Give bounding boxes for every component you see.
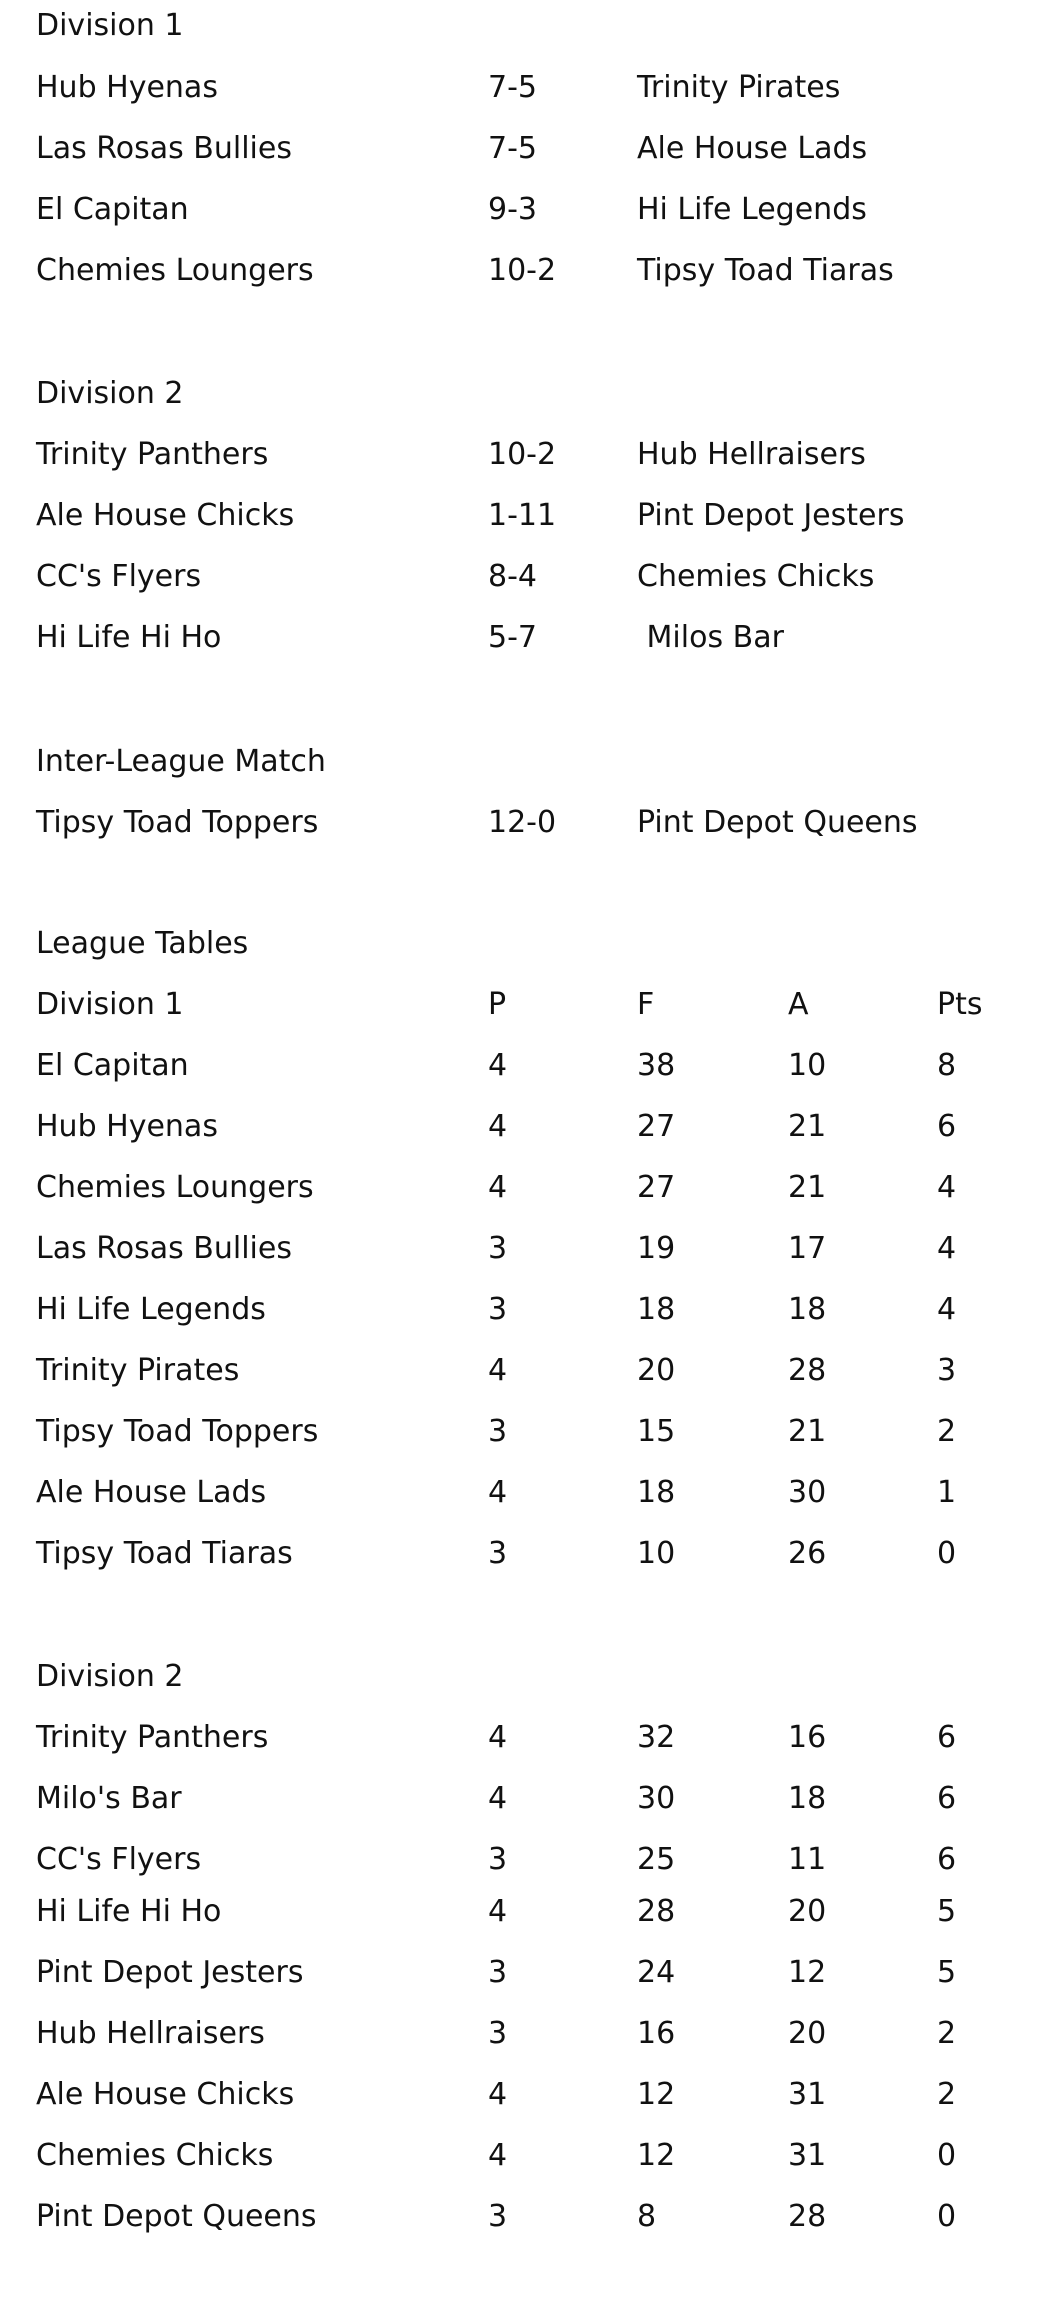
played-value: 4 xyxy=(488,1109,508,1144)
match-row xyxy=(0,249,1062,293)
home-team: Chemies Loungers xyxy=(36,253,314,288)
played-value: 3 xyxy=(488,1842,508,1877)
for-value: 25 xyxy=(637,1842,676,1877)
division-name: Division 2 xyxy=(36,1659,184,1694)
against-value: 21 xyxy=(788,1109,827,1144)
against-value: 26 xyxy=(788,1536,827,1571)
points-value: 5 xyxy=(937,1894,957,1929)
for-value: 8 xyxy=(637,2199,657,2234)
section-heading: Division 2 xyxy=(36,376,184,411)
played-value: 3 xyxy=(488,1414,508,1449)
home-team: CC's Flyers xyxy=(36,559,202,594)
team-name: Chemies Chicks xyxy=(36,2138,274,2173)
match-row xyxy=(0,66,1062,110)
points-value: 6 xyxy=(937,1720,957,1755)
points-value: 0 xyxy=(937,1536,957,1571)
table-row xyxy=(0,1471,1062,1515)
table-row xyxy=(0,1105,1062,1149)
away-team: Pint Depot Queens xyxy=(637,805,918,840)
away-team: Pint Depot Jesters xyxy=(637,498,905,533)
home-team: Hi Life Hi Ho xyxy=(36,620,222,655)
against-value: 16 xyxy=(788,1720,827,1755)
table-row xyxy=(0,1044,1062,1088)
home-team: Las Rosas Bullies xyxy=(36,131,292,166)
played-value: 3 xyxy=(488,1231,508,1266)
table-row xyxy=(0,1890,1062,1934)
for-value: 30 xyxy=(637,1781,676,1816)
match-row xyxy=(0,555,1062,599)
team-name: Milo's Bar xyxy=(36,1781,182,1816)
for-value: 15 xyxy=(637,1414,676,1449)
section-heading: League Tables xyxy=(36,926,249,961)
team-name: Ale House Chicks xyxy=(36,2077,295,2112)
away-team: Hub Hellraisers xyxy=(637,437,866,472)
points-value: 6 xyxy=(937,1781,957,1816)
team-name: Ale House Lads xyxy=(36,1475,267,1510)
for-value: 32 xyxy=(637,1720,676,1755)
against-value: 21 xyxy=(788,1170,827,1205)
column-header-for: F xyxy=(637,987,655,1022)
played-value: 3 xyxy=(488,1292,508,1327)
against-value: 20 xyxy=(788,2016,827,2051)
table-row xyxy=(0,1716,1062,1760)
for-value: 24 xyxy=(637,1955,676,1990)
home-team: Hub Hyenas xyxy=(36,70,218,105)
team-name: Hub Hellraisers xyxy=(36,2016,265,2051)
team-name: CC's Flyers xyxy=(36,1842,202,1877)
match-row xyxy=(0,188,1062,232)
match-score: 10-2 xyxy=(488,253,557,288)
table-row xyxy=(0,2195,1062,2239)
for-value: 10 xyxy=(637,1536,676,1571)
table-row xyxy=(0,1349,1062,1393)
table-row xyxy=(0,1532,1062,1576)
played-value: 4 xyxy=(488,1475,508,1510)
team-name: Hi Life Legends xyxy=(36,1292,266,1327)
team-name: Trinity Pirates xyxy=(36,1353,240,1388)
division-name: Division 1 xyxy=(36,987,184,1022)
table-row xyxy=(0,2073,1062,2117)
against-value: 18 xyxy=(788,1781,827,1816)
for-value: 18 xyxy=(637,1292,676,1327)
home-team: Trinity Panthers xyxy=(36,437,269,472)
played-value: 4 xyxy=(488,1894,508,1929)
played-value: 3 xyxy=(488,1955,508,1990)
against-value: 17 xyxy=(788,1231,827,1266)
team-name: Hi Life Hi Ho xyxy=(36,1894,222,1929)
team-name: Las Rosas Bullies xyxy=(36,1231,292,1266)
match-row xyxy=(0,616,1062,660)
against-value: 12 xyxy=(788,1955,827,1990)
played-value: 3 xyxy=(488,1536,508,1571)
played-value: 4 xyxy=(488,1170,508,1205)
match-row xyxy=(0,494,1062,538)
match-row xyxy=(0,433,1062,477)
match-score: 8-4 xyxy=(488,559,537,594)
against-value: 28 xyxy=(788,2199,827,2234)
points-value: 5 xyxy=(937,1955,957,1990)
played-value: 4 xyxy=(488,2077,508,2112)
home-team: Tipsy Toad Toppers xyxy=(36,805,319,840)
points-value: 2 xyxy=(937,2077,957,2112)
points-value: 1 xyxy=(937,1475,957,1510)
match-score: 5-7 xyxy=(488,620,537,655)
played-value: 3 xyxy=(488,2199,508,2234)
points-value: 4 xyxy=(937,1231,957,1266)
match-row xyxy=(0,801,1062,845)
table-row xyxy=(0,2012,1062,2056)
match-score: 10-2 xyxy=(488,437,557,472)
away-team: Hi Life Legends xyxy=(637,192,867,227)
team-name: Pint Depot Jesters xyxy=(36,1955,304,1990)
against-value: 21 xyxy=(788,1414,827,1449)
played-value: 4 xyxy=(488,1781,508,1816)
for-value: 12 xyxy=(637,2077,676,2112)
for-value: 12 xyxy=(637,2138,676,2173)
away-team: Trinity Pirates xyxy=(637,70,841,105)
for-value: 18 xyxy=(637,1475,676,1510)
played-value: 4 xyxy=(488,2138,508,2173)
against-value: 28 xyxy=(788,1353,827,1388)
against-value: 18 xyxy=(788,1292,827,1327)
team-name: Chemies Loungers xyxy=(36,1170,314,1205)
table-row xyxy=(0,1227,1062,1271)
against-value: 10 xyxy=(788,1048,827,1083)
table-header-row xyxy=(0,1655,1062,1699)
league-tables-title xyxy=(0,922,1062,966)
match-score: 9-3 xyxy=(488,192,537,227)
table-row xyxy=(0,2134,1062,2178)
points-value: 3 xyxy=(937,1353,957,1388)
home-team: El Capitan xyxy=(36,192,189,227)
results-division-2-heading xyxy=(0,372,1062,416)
team-name: Hub Hyenas xyxy=(36,1109,218,1144)
points-value: 6 xyxy=(937,1109,957,1144)
team-name: El Capitan xyxy=(36,1048,189,1083)
points-value: 8 xyxy=(937,1048,957,1083)
table-row xyxy=(0,1777,1062,1821)
for-value: 27 xyxy=(637,1109,676,1144)
points-value: 0 xyxy=(937,2138,957,2173)
away-team: Chemies Chicks xyxy=(637,559,875,594)
column-header-against: A xyxy=(788,987,809,1022)
match-score: 7-5 xyxy=(488,70,537,105)
away-team: Milos Bar xyxy=(637,620,784,655)
for-value: 38 xyxy=(637,1048,676,1083)
team-name: Trinity Panthers xyxy=(36,1720,269,1755)
away-team: Ale House Lads xyxy=(637,131,868,166)
points-value: 4 xyxy=(937,1170,957,1205)
table-row xyxy=(0,1951,1062,1995)
played-value: 4 xyxy=(488,1048,508,1083)
against-value: 31 xyxy=(788,2077,827,2112)
match-row xyxy=(0,127,1062,171)
team-name: Tipsy Toad Toppers xyxy=(36,1414,319,1449)
column-header-played: P xyxy=(488,987,507,1022)
points-value: 6 xyxy=(937,1842,957,1877)
against-value: 31 xyxy=(788,2138,827,2173)
table-row xyxy=(0,1166,1062,1210)
against-value: 11 xyxy=(788,1842,827,1877)
table-row xyxy=(0,1288,1062,1332)
for-value: 16 xyxy=(637,2016,676,2051)
table-row xyxy=(0,1410,1062,1454)
results-division-1-heading xyxy=(0,4,1062,48)
section-heading: Division 1 xyxy=(36,8,184,43)
match-score: 7-5 xyxy=(488,131,537,166)
home-team: Ale House Chicks xyxy=(36,498,295,533)
played-value: 4 xyxy=(488,1353,508,1388)
table-header-row xyxy=(0,983,1062,1027)
column-header-points: Pts xyxy=(937,987,983,1022)
for-value: 19 xyxy=(637,1231,676,1266)
match-score: 12-0 xyxy=(488,805,557,840)
for-value: 27 xyxy=(637,1170,676,1205)
match-score: 1-11 xyxy=(488,498,557,533)
against-value: 20 xyxy=(788,1894,827,1929)
played-value: 4 xyxy=(488,1720,508,1755)
points-value: 4 xyxy=(937,1292,957,1327)
points-value: 0 xyxy=(937,2199,957,2234)
section-heading: Inter-League Match xyxy=(36,744,326,779)
for-value: 20 xyxy=(637,1353,676,1388)
inter-league-heading xyxy=(0,740,1062,784)
team-name: Pint Depot Queens xyxy=(36,2199,317,2234)
points-value: 2 xyxy=(937,2016,957,2051)
against-value: 30 xyxy=(788,1475,827,1510)
table-row xyxy=(0,1838,1062,1882)
for-value: 28 xyxy=(637,1894,676,1929)
played-value: 3 xyxy=(488,2016,508,2051)
points-value: 2 xyxy=(937,1414,957,1449)
team-name: Tipsy Toad Tiaras xyxy=(36,1536,293,1571)
away-team: Tipsy Toad Tiaras xyxy=(637,253,894,288)
